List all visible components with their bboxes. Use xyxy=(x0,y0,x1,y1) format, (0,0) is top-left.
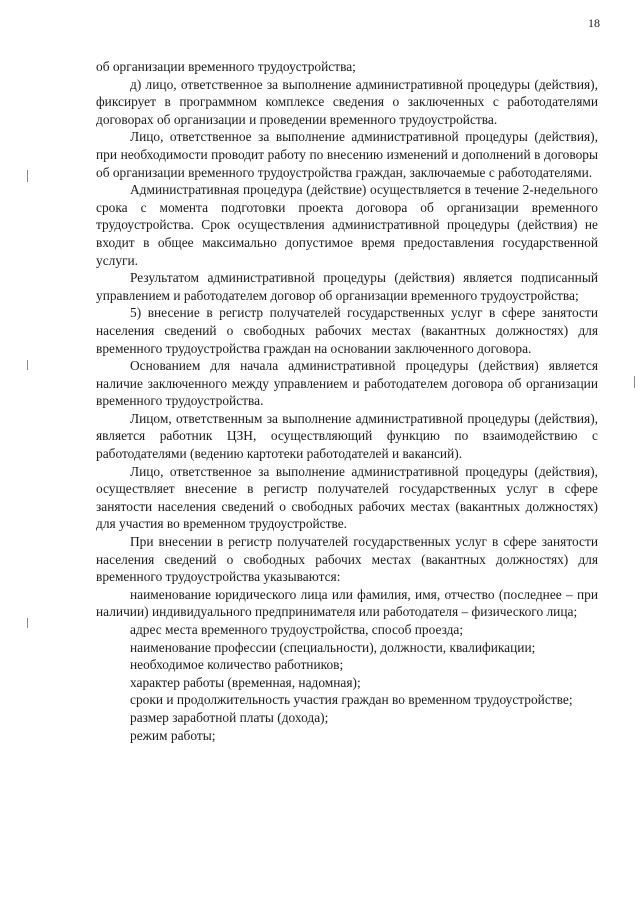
list-item: адрес места временного трудоустройства, способ проезда; xyxy=(130,622,464,637)
list-item: режим работы; xyxy=(130,727,216,743)
paragraph: д) лицо, ответственное за выполнение административной процедуры (действия), фиксирует в программном комплексе сведения о заключенных с работодателями договорах об организации и проведении временного трудоустройства. xyxy=(96,76,598,127)
document-body xyxy=(96,58,598,744)
paragraph: Результатом административной процедуры (действия) является подписанный управлением и работодателем договор об организации временного трудоустройства; xyxy=(96,270,598,303)
scan-mark-left-lower xyxy=(27,618,28,628)
list-item: необходимое количество работников; xyxy=(130,657,344,673)
list-item: размер заработной платы (дохода); xyxy=(130,709,329,725)
list-item: наименование юридического лица или фамилия, имя, отчество (последнее – при наличии) индивидуального предпринимателя или работодателя – физического лица; xyxy=(96,586,598,620)
paragraph: Лицо, ответственное за выполнение административной процедуры (действия), осуществляет внесение в регистр получателей государственных услуг в сфере занятости населения сведений о свободных рабочих местах (вакантных должностях) для участия во временном трудоустройстве. xyxy=(96,463,598,532)
list-item: сроки и продолжительность участия граждан во временном трудоустройстве; xyxy=(130,692,573,708)
scan-mark-right xyxy=(634,376,635,388)
scan-mark-left-upper xyxy=(27,170,28,182)
scan-mark-left-middle xyxy=(27,360,28,370)
paragraph: 5) внесение в регистр получателей государственных услуг в сфере занятости населения сведений о свободных рабочих местах (вакантных должностях) для временного трудоустройства граждан на основании заключенного договора. xyxy=(96,305,598,356)
paragraph: При внесении в регистр получателей государственных услуг в сфере занятости населения сведений о свободных рабочих местах (вакантных должностях) для временного трудоустройства указываются: xyxy=(96,534,598,585)
paragraph: Лицом, ответственным за выполнение административной процедуры (действия), является работник ЦЗН, осуществляющий функцию по взаимодействию с работодателями (ведению картотеки работодателей и вакансий). xyxy=(96,410,598,462)
list-item: наименование профессии (специальности), должности, квалификации; xyxy=(130,639,536,655)
paragraph: об организации временного трудоустройства; xyxy=(96,59,356,74)
paragraph: Административная процедура (действие) осуществляется в течение 2-недельного срока с момента подготовки проекта договора об организации временного трудоустройства. Срок осуществления административной процедуры (действия) не входит в общее максимально допустимое время предоставления государственной услуги. xyxy=(96,182,598,268)
page-number: 18 xyxy=(588,16,600,30)
paragraph: Лицо, ответственное за выполнение административной процедуры (действия), при необходимости проводит работу по внесению изменений и дополнений в договоры об организации временного трудоустройства граждан, заключаемые с работодателями. xyxy=(96,129,598,180)
list-item: характер работы (временная, надомная); xyxy=(130,674,361,690)
paragraph: Основанием для начала административной процедуры (действия) является наличие заключенного между управлением и работодателем договора об организации временного трудоустройства. xyxy=(96,358,598,409)
